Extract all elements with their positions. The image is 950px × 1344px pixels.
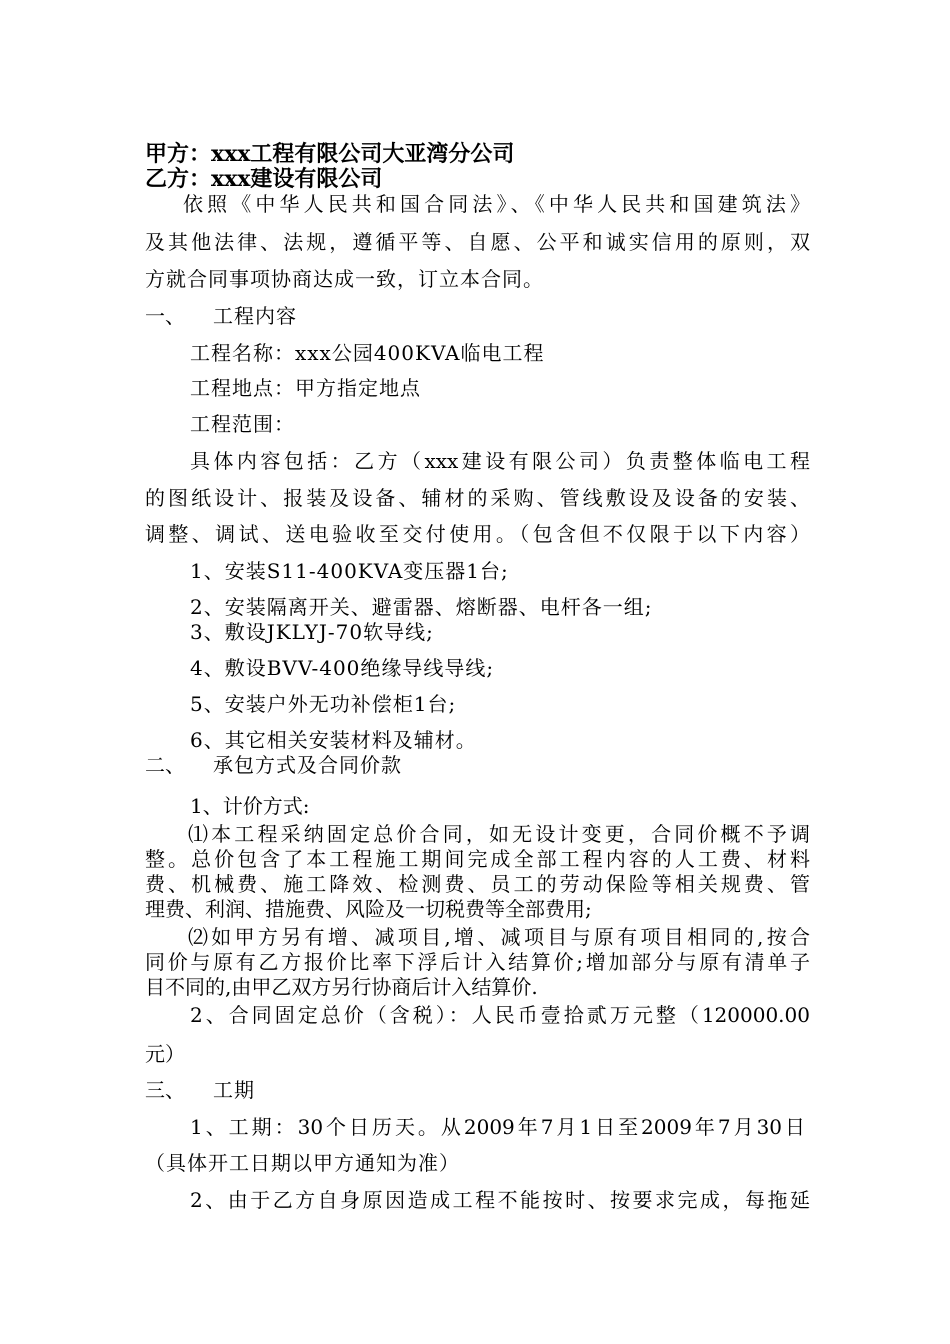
scope-detail-line-3: 调整、调试、送电验收至交付使用。（包含但不仅限于以下内容）: [145, 522, 810, 546]
scope-item-1: 1、安装S11-400KVA变压器1台;: [190, 559, 509, 583]
pricing-para-2-line-1: ⑵如甲方另有增、减项目,增、减项目与原有项目相同的,按合: [188, 925, 810, 949]
project-location-line: 工程地点：甲方指定地点: [190, 376, 421, 400]
scope-detail-line-1: 具体内容包括：乙方（xxx建设有限公司）负责整体临电工程: [190, 449, 810, 473]
scope-item-3: 3、敷设JKLYJ-70软导线;: [190, 620, 434, 644]
section-2-heading: [145, 752, 810, 778]
contract-price-line-2: 元）: [145, 1042, 185, 1066]
preamble-line-2: 及其他法律、法规，遵循平等、自愿、公平和诚实信用的原则，双: [145, 230, 810, 254]
delay-line: 2、由于乙方自身原因造成工程不能按时、按要求完成，每拖延: [190, 1188, 810, 1212]
project-name-line: 工程名称：xxx公园400KVA临电工程: [190, 341, 545, 365]
term-line-1: 1、工期：30个日历天。从2009年7月1日至2009年7月30日: [190, 1115, 805, 1139]
section-1-title: 工程内容: [213, 304, 297, 328]
pricing-para-1-line-1: ⑴本工程采纳固定总价合同，如无设计变更，合同价概不予调: [188, 822, 810, 846]
preamble-line-1: 依照《中华人民共和国合同法》、《中华人民共和国建筑法》: [183, 192, 810, 216]
pricing-para-1-line-2: 整。总价包含了本工程施工期间完成全部工程内容的人工费、材料: [145, 847, 810, 871]
scope-item-5: 5、安装户外无功补偿柜1台;: [190, 692, 457, 716]
section-3-title: 工期: [213, 1078, 255, 1102]
contract-price-line-1: 2、合同固定总价（含税）：人民币壹拾贰万元整（120000.00: [190, 1003, 810, 1027]
scope-item-4: 4、敷设BVV-400绝缘导线导线;: [190, 656, 495, 680]
scope-item-2: 2、安装隔离开关、避雷器、熔断器、电杆各一组;: [190, 595, 653, 619]
project-scope-line: 工程范围：: [190, 412, 295, 436]
section-2-number: 二、: [145, 753, 185, 777]
party-a-heading: 甲方：xxx工程有限公司大亚湾分公司: [145, 141, 515, 167]
pricing-method-label: 1、计价方式:: [190, 794, 310, 818]
pricing-para-1-line-4: 理费、利润、措施费、风险及一切税费等全部费用;: [145, 897, 592, 921]
pricing-para-1-line-3: 费、机械费、施工降效、检测费、员工的劳动保险等相关规费、管: [145, 872, 810, 896]
section-3-number: 三、: [145, 1078, 185, 1102]
section-1-heading: [145, 303, 810, 329]
term-line-2: （具体开工日期以甲方通知为准）: [145, 1151, 460, 1175]
scope-detail-line-2: 的图纸设计、报装及设备、辅材的采购、管线敷设及设备的安装、: [145, 486, 810, 510]
party-b-heading: 乙方：xxx建设有限公司: [145, 166, 383, 192]
preamble-line-3: 方就合同事项协商达成一致，订立本合同。: [145, 267, 544, 291]
pricing-para-2-line-3: 目不同的,由甲乙双方另行协商后计入结算价.: [145, 975, 538, 999]
section-1-number: 一、: [145, 304, 185, 328]
section-3-heading: [145, 1077, 810, 1103]
section-2-title: 承包方式及合同价款: [213, 753, 402, 777]
scope-item-6: 6、其它相关安装材料及辅材。: [190, 728, 477, 752]
pricing-para-2-line-2: 同价与原有乙方报价比率下浮后计入结算价;增加部分与原有清单子: [145, 950, 810, 974]
